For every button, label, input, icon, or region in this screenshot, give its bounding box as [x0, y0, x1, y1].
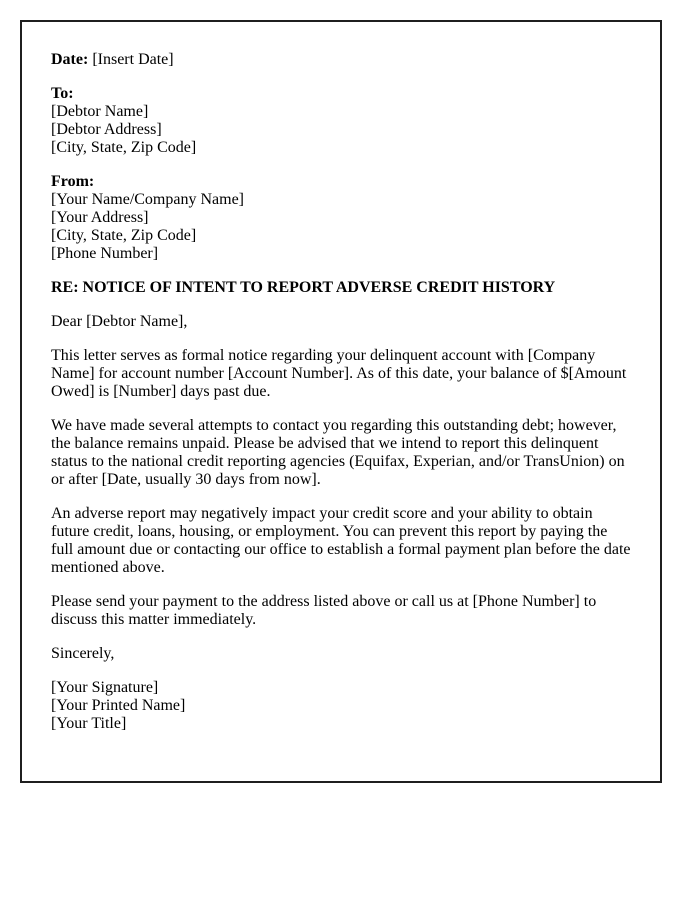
body-paragraph-3: An adverse report may negatively impact your credit score and your ability to obtain future credit, loans, housing, or employment. You can prevent this report by paying the full amount due or contacting our office to establish a formal payment plan before the date mentioned above.: [51, 505, 631, 576]
printed-name-placeholder: [Your Printed Name]: [51, 697, 186, 714]
sender-name: [Your Name/Company Name]: [51, 191, 245, 208]
closing: Sincerely,: [51, 645, 115, 662]
subject-line: RE: NOTICE OF INTENT TO REPORT ADVERSE CREDIT HISTORY: [51, 279, 556, 296]
recipient-block: [51, 85, 632, 157]
signature-placeholder: [Your Signature]: [51, 679, 159, 696]
salutation: Dear [Debtor Name],: [51, 313, 188, 330]
to-label: To:: [51, 85, 74, 102]
sender-address: [Your Address]: [51, 209, 149, 226]
sender-block: [51, 173, 632, 263]
body-paragraph-4: Please send your payment to the address listed above or call us at [Phone Number] to discuss this matter immediately.: [51, 593, 597, 628]
debtor-city-state-zip: [City, State, Zip Code]: [51, 139, 197, 156]
sender-phone: [Phone Number]: [51, 245, 159, 262]
letter-page: [20, 20, 662, 783]
body-paragraph-2: We have made several attempts to contact you regarding this outstanding debt; however, the balance remains unpaid. Please be advised that we intend to report this delinquent status to the national credit reporting agencies (Equifax, Experian, and/or TransUnion) on or after [Date, usually 30 days from now].: [51, 417, 625, 488]
date-line: [51, 51, 632, 69]
date-value: [Insert Date]: [92, 51, 174, 68]
title-placeholder: [Your Title]: [51, 715, 127, 732]
debtor-name: [Debtor Name]: [51, 103, 149, 120]
debtor-address: [Debtor Address]: [51, 121, 162, 138]
signature-block: [51, 679, 632, 733]
date-label: Date:: [51, 51, 89, 68]
body-paragraph-1: This letter serves as formal notice regarding your delinquent account with [Company Name] for account number [Account Number]. As of this date, your balance of $[Amount Owed] is [Number] days past due.: [51, 347, 627, 400]
sender-city-state-zip: [City, State, Zip Code]: [51, 227, 197, 244]
from-label: From:: [51, 173, 95, 190]
